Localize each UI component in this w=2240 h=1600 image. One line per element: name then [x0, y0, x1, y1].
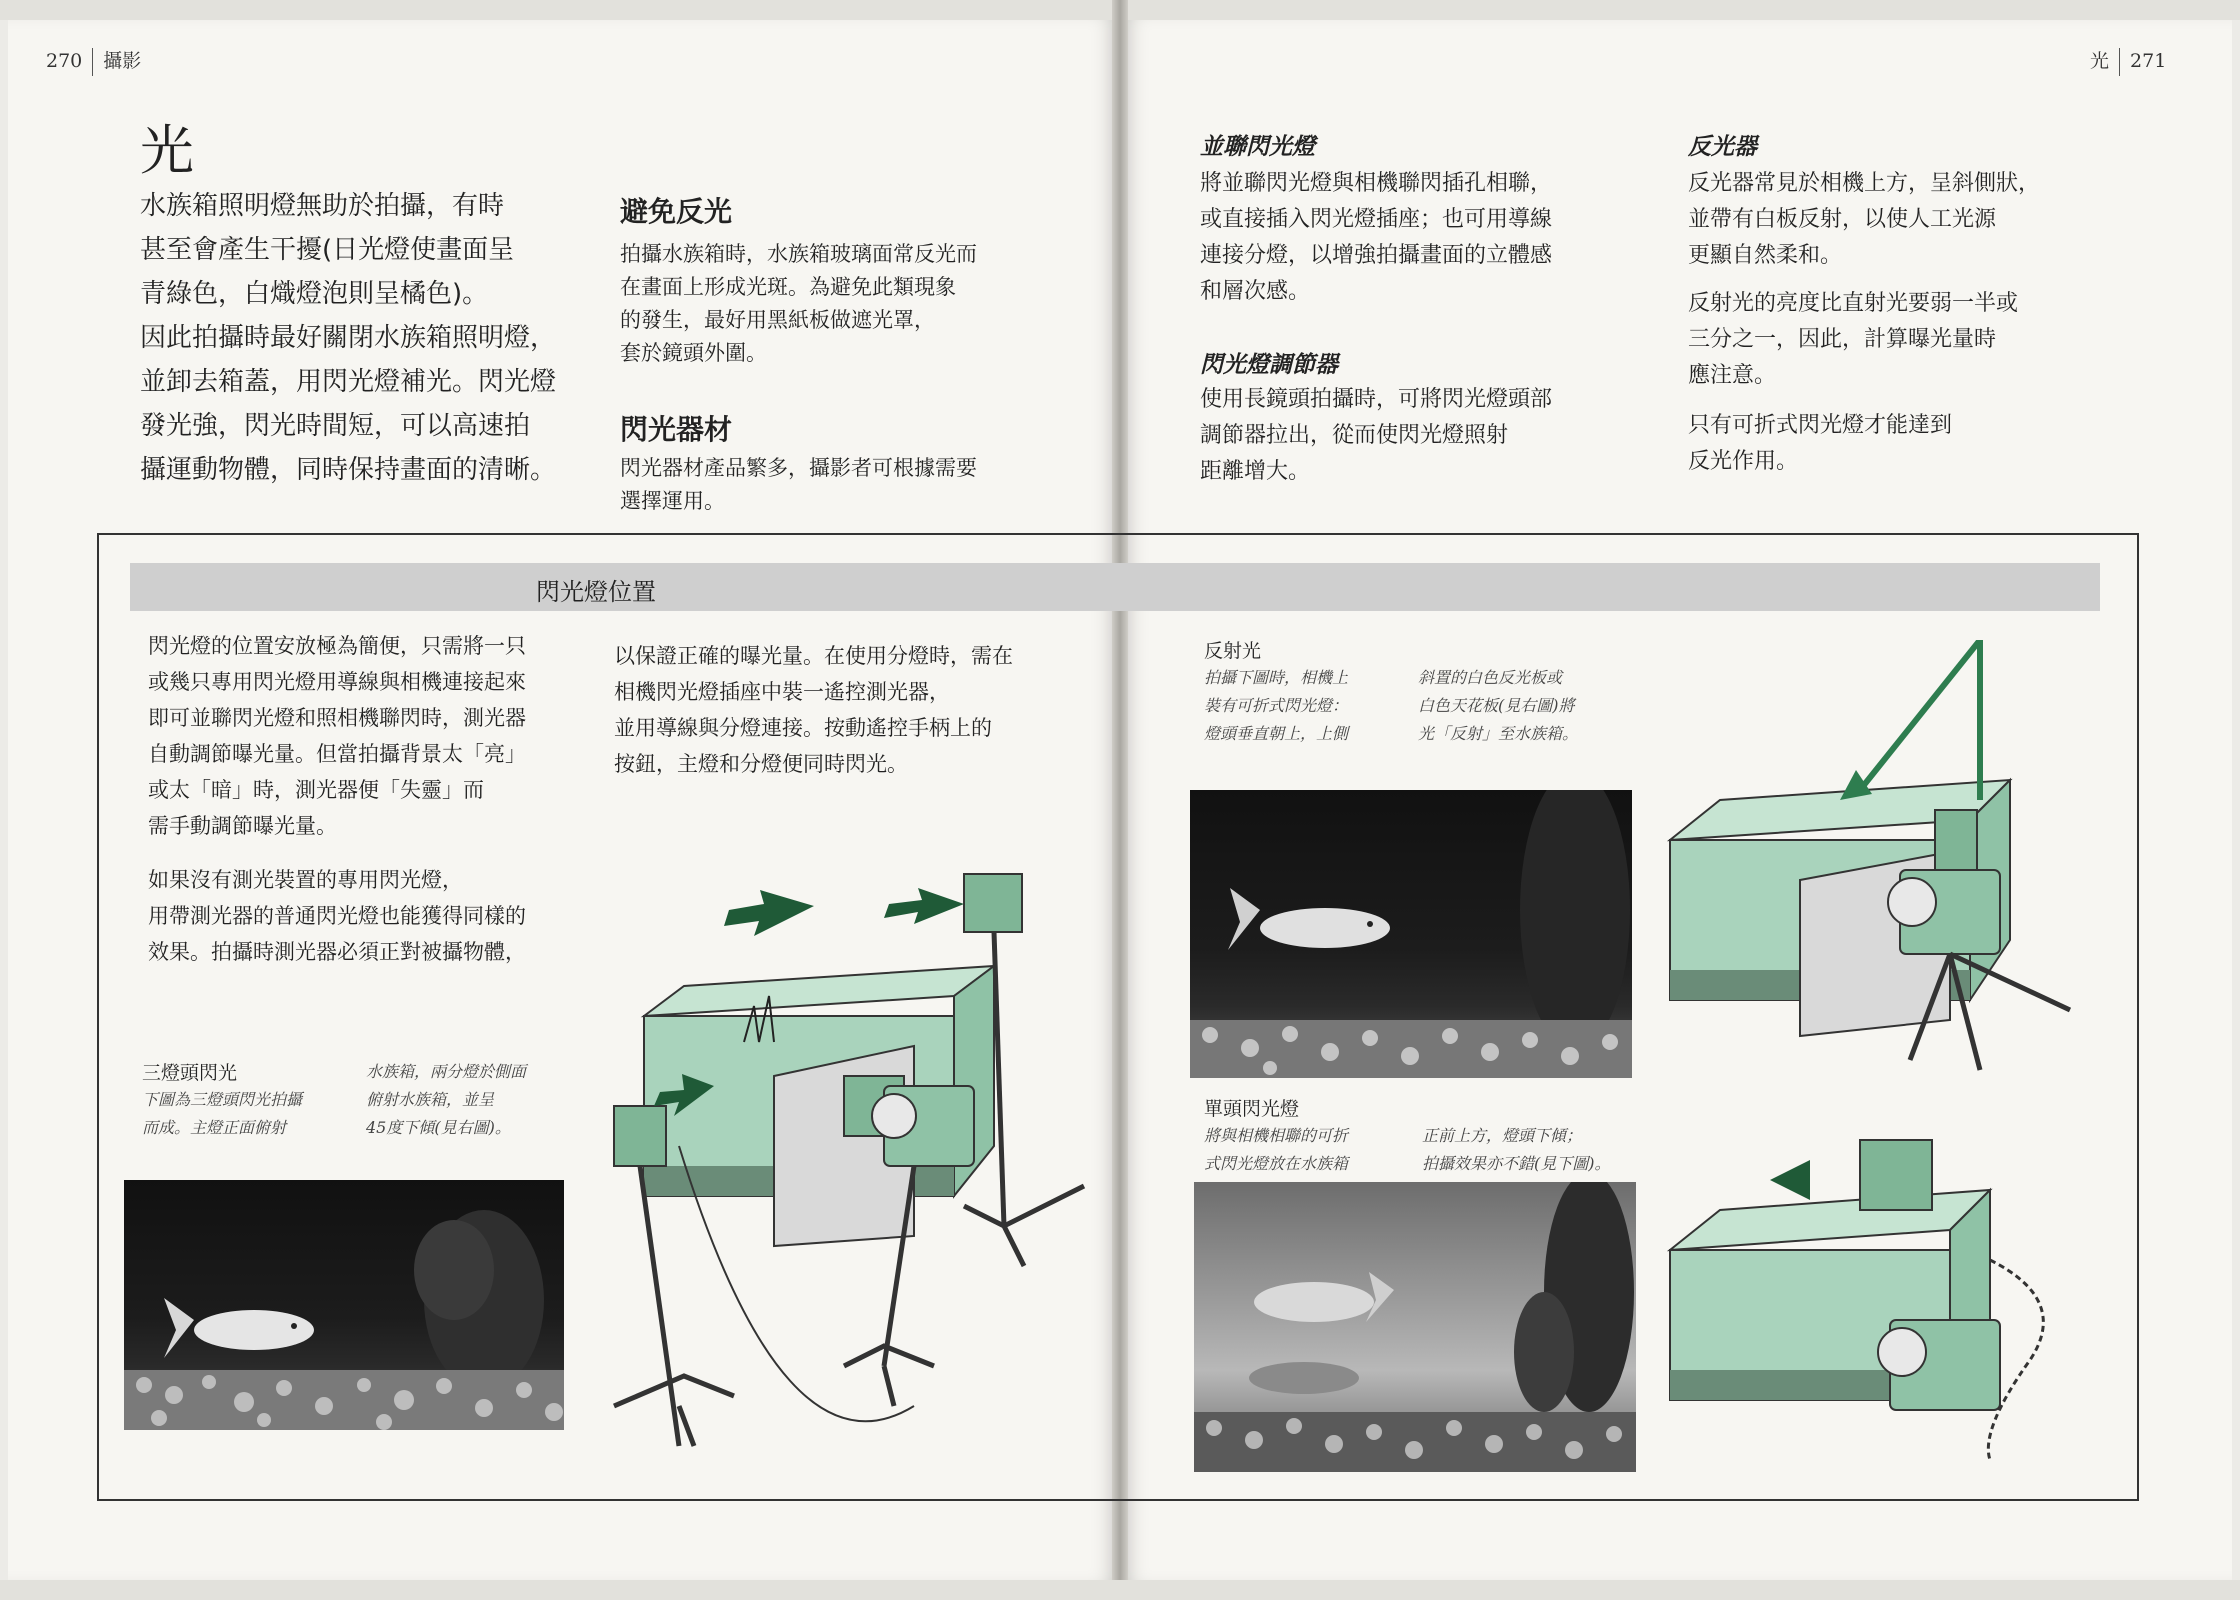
text-line: 選擇運用。 [620, 489, 725, 513]
caption-line: 45度下傾(見右圖)。 [366, 1118, 511, 1137]
text-line: 即可並聯閃光燈和照相機聯閃時，測光器 [148, 706, 526, 730]
intro-line: 青綠色，白熾燈泡則呈橘色)。 [140, 279, 489, 309]
flash-equipment-heading: 閃光器材 [620, 413, 733, 446]
caption-line: 正前上方，燈頭下傾； [1422, 1126, 1583, 1145]
text-line: 或太「暗」時，測光器便「失靈」而 [148, 778, 484, 802]
caption-line: 俯射水族箱，並呈 [366, 1090, 495, 1109]
caption-line: 裝有可折式閃光燈： [1204, 696, 1349, 715]
parallel-flash-text [1200, 166, 1552, 310]
text-line: 在畫面上形成光斑。為避免此類現象 [620, 275, 956, 299]
text-line: 需手動調節曝光量。 [148, 814, 337, 838]
caption-line: 將與相機相聯的可折 [1204, 1126, 1349, 1145]
single-head-flash-illustration [1650, 1100, 2130, 1490]
left-page-number: 270 [46, 50, 83, 72]
goldfish-photo-drawing [124, 1180, 564, 1430]
flash-box-col2 [614, 638, 1013, 782]
three-head-flash-illustration [584, 846, 1104, 1486]
text-line: 並用導線與分燈連接。按動遙控手柄上的 [614, 716, 992, 740]
text-line: 和層次感。 [1200, 279, 1311, 304]
text-line: 將並聯閃光燈與相機聯閃插孔相聯， [1200, 171, 1553, 196]
single-head-caption-title: 單頭閃光燈 [1204, 1098, 1300, 1120]
page-title: 光 [140, 119, 194, 182]
intro-line: 攝運動物體，同時保持畫面的清晰。 [140, 455, 557, 485]
caption-line: 下圖為三燈頭閃光拍攝 [142, 1090, 303, 1109]
scan-bottom-edge [0, 1580, 2240, 1600]
text-line: 使用長鏡頭拍攝時，可將閃光燈頭部 [1200, 387, 1553, 412]
text-line: 相機閃光燈插座中裝一遙控測光器， [614, 680, 950, 704]
reflector-text-2 [1688, 286, 2018, 394]
reflected-caption-right [1418, 664, 1578, 748]
flash-box-col1b [148, 862, 526, 970]
flash-adjuster-heading: 閃光燈調節器 [1200, 352, 1338, 378]
text-line: 反射光的亮度比直射光要弱一半或 [1688, 291, 2019, 316]
left-section-name: 攝影 [103, 50, 142, 72]
right-running-head [2090, 46, 2166, 76]
parallel-flash-heading: 並聯閃光燈 [1200, 134, 1315, 160]
text-line: 應注意。 [1688, 363, 1777, 388]
caption-line: 拍攝下圖時，相機上 [1204, 668, 1349, 687]
avoid-reflection-text [620, 238, 977, 370]
text-line: 調節器拉出，從而使閃光燈照射 [1200, 423, 1509, 448]
text-line: 閃光燈的位置安放極為簡便，只需將一只 [148, 634, 526, 658]
intro-line: 發光強，閃光時間短，可以高速拍 [140, 411, 531, 441]
text-line: 或幾只專用閃光燈用導線與相機連接起來 [148, 670, 526, 694]
goldfish-photo-single-head [1194, 1182, 1636, 1472]
caption-line: 斜置的白色反光板或 [1418, 668, 1563, 687]
text-line: 或直接插入閃光燈插座；也可用導線 [1200, 207, 1553, 232]
text-line: 效果。拍攝時測光器必須正對被攝物體， [148, 940, 526, 964]
text-line: 更顯自然柔和。 [1688, 243, 1843, 268]
text-line: 用帶測光器的普通閃光燈也能獲得同樣的 [148, 904, 526, 928]
text-line: 閃光器材產品繁多，攝影者可根據需要 [620, 456, 977, 480]
reflector-text-3 [1688, 408, 1952, 480]
goldfish-photo-reflected [1190, 790, 1632, 1078]
text-line: 以保證正確的曝光量。在使用分燈時，需在 [614, 644, 1013, 668]
intro-line: 水族箱照明燈無助於拍攝，有時 [140, 191, 505, 221]
text-line: 拍攝水族箱時，水族箱玻璃面常反光而 [620, 242, 977, 266]
flash-position-band [130, 563, 2100, 611]
text-line: 距離增大。 [1200, 459, 1311, 484]
caption-line: 式閃光燈放在水族箱 [1204, 1154, 1349, 1173]
three-head-caption-left [142, 1086, 302, 1142]
reflector-heading: 反光器 [1688, 134, 1757, 160]
single-head-caption-right [1422, 1122, 1611, 1178]
flash-position-title: 閃光燈位置 [536, 578, 656, 606]
left-running-head [46, 46, 141, 76]
text-line: 套於鏡頭外圍。 [620, 341, 767, 365]
flash-adjuster-text [1200, 382, 1552, 490]
intro-paragraph [140, 184, 556, 492]
reflector-text-1 [1688, 166, 2040, 274]
caption-line: 燈頭垂直朝上，上側 [1204, 724, 1349, 743]
right-section-name: 光 [2090, 50, 2110, 72]
flash-box-col1 [148, 628, 526, 844]
flash-equipment-text [620, 452, 977, 518]
text-line: 如果沒有測光裝置的專用閃光燈， [148, 868, 463, 892]
text-line: 三分之一，因此，計算曝光量時 [1688, 327, 1997, 352]
text-line: 連接分燈，以增強拍攝畫面的立體感 [1200, 243, 1553, 268]
single-head-caption-left [1204, 1122, 1348, 1178]
caption-line: 白色天花板(見右圖)將 [1418, 696, 1575, 715]
text-line: 自動調節曝光量。但當拍攝背景太「亮」 [148, 742, 526, 766]
three-head-caption-right [366, 1058, 526, 1142]
caption-line: 水族箱，兩分燈於側面 [366, 1062, 527, 1081]
intro-line: 因此拍攝時最好關閉水族箱照明燈， [140, 323, 557, 353]
text-line: 反光作用。 [1688, 449, 1799, 474]
text-line: 並帶有白板反射，以使人工光源 [1688, 207, 1997, 232]
intro-line: 並卸去箱蓋，用閃光燈補光。閃光燈 [140, 367, 557, 397]
goldfish-photo-three-head [124, 1180, 564, 1430]
right-page-number: 271 [2130, 50, 2167, 72]
text-line: 只有可折式閃光燈才能達到 [1688, 413, 1953, 438]
goldfish-photo-drawing [1194, 1182, 1636, 1472]
caption-line: 拍攝效果亦不錯(見下圖)。 [1422, 1154, 1611, 1173]
goldfish-photo-drawing [1190, 790, 1632, 1078]
reflected-caption-left [1204, 664, 1348, 748]
caption-line: 而成。主燈正面俯射 [142, 1118, 287, 1137]
intro-line: 甚至會產生干擾(日光燈使畫面呈 [140, 235, 515, 265]
reflector-flash-illustration [1650, 640, 2130, 1080]
three-head-caption-title: 三燈頭閃光 [142, 1062, 238, 1084]
text-line: 反光器常見於相機上方，呈斜側狀， [1688, 171, 2041, 196]
reflected-caption-title: 反射光 [1204, 640, 1262, 662]
text-line: 的發生，最好用黑紙板做遮光罩， [620, 308, 935, 332]
caption-line: 光「反射」至水族箱。 [1418, 724, 1579, 743]
avoid-reflection-heading: 避免反光 [620, 195, 733, 228]
text-line: 按鈕，主燈和分燈便同時閃光。 [614, 752, 908, 776]
